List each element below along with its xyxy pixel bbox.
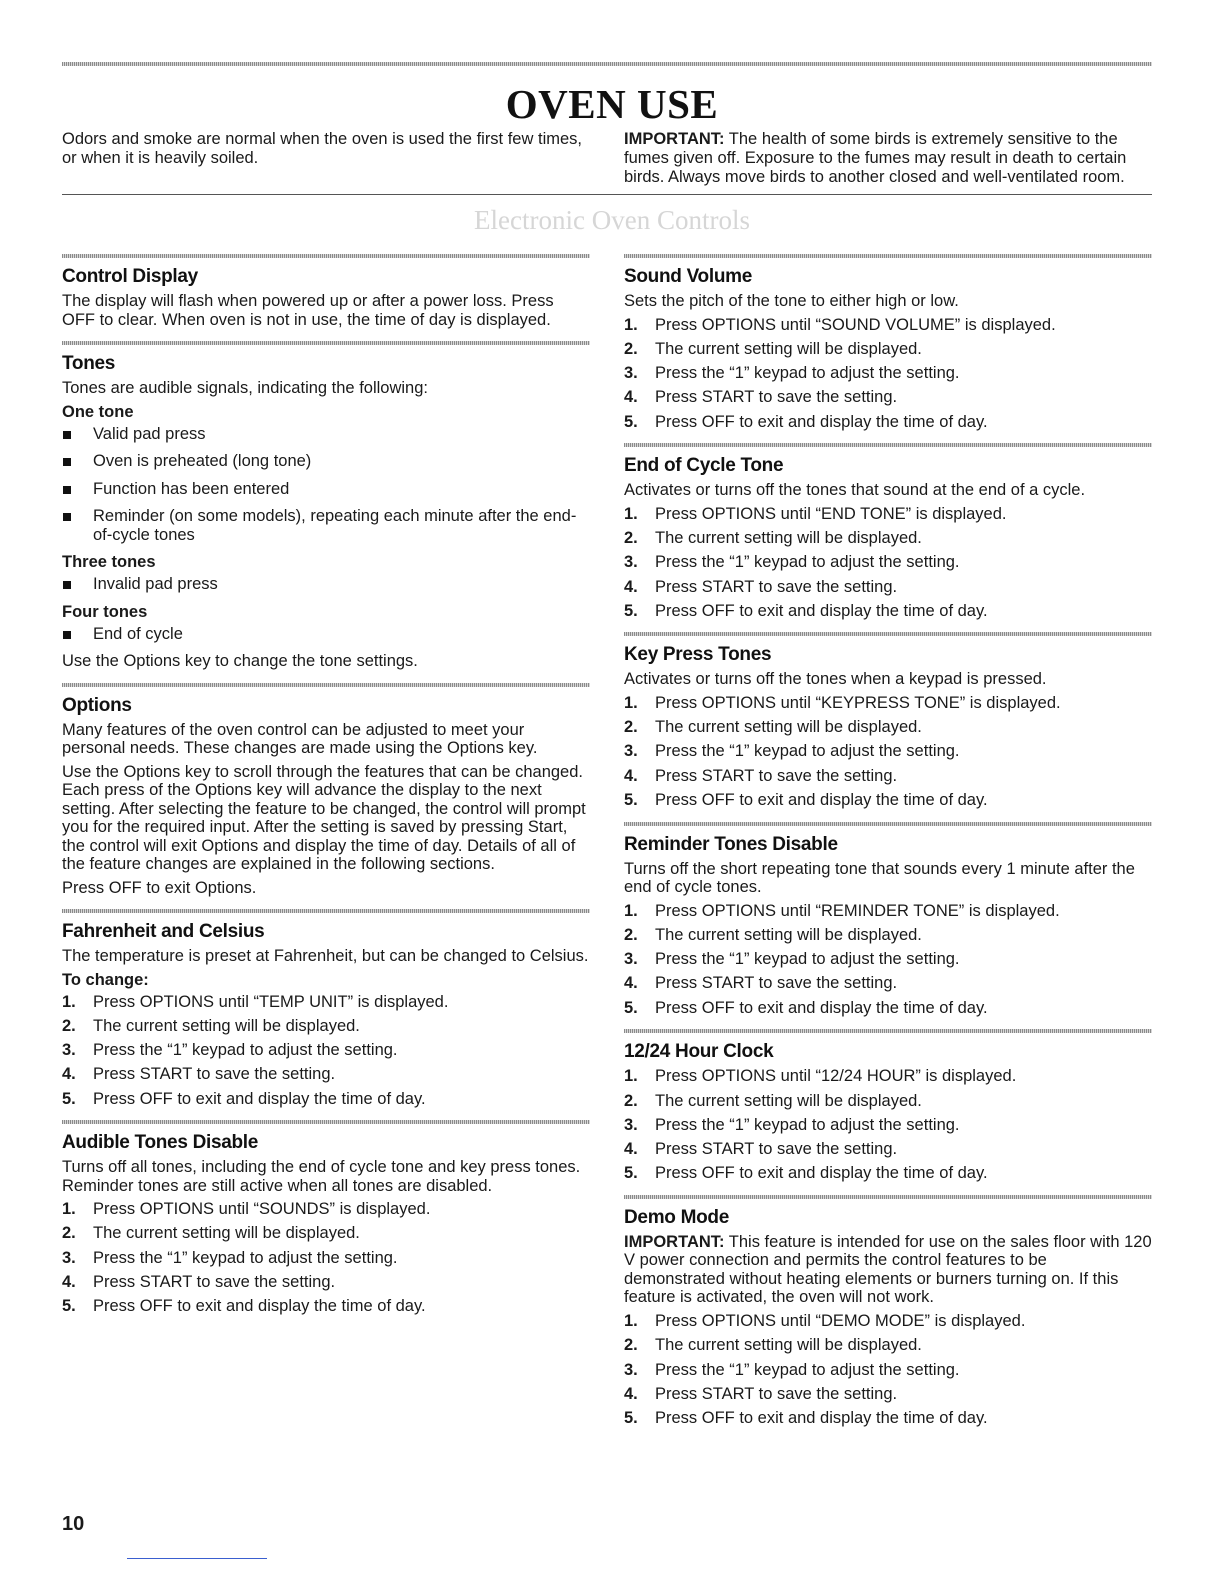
four-tones-label: Four tones <box>62 602 148 621</box>
demo-section <box>624 1195 1152 1428</box>
step-item: 1. Press OPTIONS until “SOUND VOLUME” is displayed. <box>624 315 1056 334</box>
control-display-text: The display will flash when powered up or after a power loss. Press OFF to clear. When oven is not in use, the time of day is displayed. <box>62 292 554 329</box>
fahrenheit-section <box>62 909 590 1108</box>
section-divider <box>624 822 1152 826</box>
list-item: Invalid pad press <box>62 575 590 594</box>
bullet-square-icon <box>63 458 71 466</box>
step-item: 4. Press START to save the setting. <box>62 1065 336 1084</box>
bullet-square-icon <box>63 631 71 639</box>
key-press-text: Activates or turns off the tones when a keypad is pressed. <box>624 670 1047 689</box>
reminder-heading: Reminder Tones Disable <box>624 833 838 855</box>
options-p3: Press OFF to exit Options. <box>62 878 257 897</box>
step-item: 3. Press the “1” keypad to adjust the setting. <box>62 1248 398 1267</box>
to-change-label: To change: <box>62 970 149 989</box>
demo-steps <box>624 1312 1152 1428</box>
step-item: 2. The current setting will be displayed. <box>624 1336 922 1355</box>
intro-important-text <box>624 130 1154 187</box>
fahrenheit-steps <box>62 993 590 1109</box>
demo-important-text <box>624 1233 1152 1307</box>
control-display-section <box>62 254 590 329</box>
step-item: 3. Press the “1” keypad to adjust the setting. <box>624 1360 960 1379</box>
reminder-section <box>624 822 1152 1018</box>
demo-important-body: This feature is intended for use on the sales floor with 120 V power connection and permits the control features to be demonstrated without heating elements or burners turning on. If this feature is activated, the oven will not work. <box>624 1232 1152 1307</box>
bullet-square-icon <box>63 486 71 494</box>
step-item: 4. Press START to save the setting. <box>62 1273 336 1292</box>
step-item: 2. The current setting will be displayed. <box>624 1091 922 1110</box>
section-divider <box>624 443 1152 447</box>
section-heading: Electronic Oven Controls <box>474 205 750 235</box>
sound-volume-text: Sets the pitch of the tone to either high or low. <box>624 292 959 310</box>
step-item: 5. Press OFF to exit and display the time of day. <box>624 998 988 1017</box>
step-item: 3. Press the “1” keypad to adjust the setting. <box>624 742 960 761</box>
sound-volume-heading: Sound Volume <box>624 266 752 287</box>
three-tones-list <box>62 575 590 594</box>
step-item: 1. Press OPTIONS until “SOUNDS” is displayed. <box>62 1200 431 1219</box>
left-column <box>62 254 590 1328</box>
step-item: 4. Press START to save the setting. <box>624 1384 898 1403</box>
fahrenheit-text: The temperature is preset at Fahrenheit, but can be changed to Celsius. <box>62 947 589 965</box>
end-cycle-steps <box>624 505 1152 621</box>
step-item: 3. Press the “1” keypad to adjust the setting. <box>624 553 960 572</box>
step-item: 2. The current setting will be displayed. <box>624 339 922 358</box>
step-item: 5. Press OFF to exit and display the time of day. <box>624 1409 988 1428</box>
step-item: 3. Press the “1” keypad to adjust the setting. <box>624 950 960 969</box>
three-tones-label: Three tones <box>62 553 156 571</box>
audible-text: Turns off all tones, including the end of cycle tone and key press tones. Reminder tones are still active when all tones are disabled. <box>62 1158 581 1195</box>
options-heading: Options <box>62 694 132 716</box>
step-item: 2. The current setting will be displayed. <box>624 925 922 944</box>
demo-heading: Demo Mode <box>624 1206 729 1228</box>
end-cycle-section <box>624 443 1152 620</box>
section-divider <box>624 632 1152 636</box>
footer-blue-line <box>127 1558 267 1559</box>
section-divider <box>624 1029 1152 1033</box>
step-item: 1. Press OPTIONS until “DEMO MODE” is displayed. <box>624 1311 1026 1330</box>
list-item: Valid pad press <box>62 425 590 444</box>
sound-volume-steps <box>624 316 1152 432</box>
reminder-text: Turns off the short repeating tone that sounds every 1 minute after the end of cycle tones. <box>624 859 1135 897</box>
step-item: 2. The current setting will be displayed. <box>624 528 922 547</box>
step-item: 1. Press OPTIONS until “KEYPRESS TONE” is displayed. <box>624 693 1061 712</box>
tones-heading: Tones <box>62 353 116 374</box>
step-item: 1. Press OPTIONS until “END TONE” is displayed. <box>624 504 1007 523</box>
key-press-heading: Key Press Tones <box>624 644 772 666</box>
list-item: Oven is preheated (long tone) <box>62 452 590 471</box>
four-tones-list <box>62 625 590 644</box>
list-item: Function has been entered <box>62 480 590 499</box>
clock-heading: 12/24 Hour Clock <box>624 1041 774 1063</box>
tones-section <box>62 341 590 671</box>
step-item: 4. Press START to save the setting. <box>624 577 898 596</box>
step-item: 5. Press OFF to exit and display the time of day. <box>624 1164 988 1183</box>
top-dotted-rule <box>62 62 1152 66</box>
step-item: 5. Press OFF to exit and display the time of day. <box>624 791 988 810</box>
page-title: OVEN USE <box>505 81 719 127</box>
section-divider <box>624 254 1152 258</box>
options-section <box>62 683 590 898</box>
list-item: Reminder (on some models), repeating each minute after the end-of-cycle tones <box>62 507 590 544</box>
step-item: 5. Press OFF to exit and display the time of day. <box>62 1297 426 1316</box>
step-item: 2. The current setting will be displayed. <box>62 1016 360 1035</box>
tones-footer: Use the Options key to change the tone settings. <box>62 652 418 670</box>
step-item: 2. The current setting will be displayed. <box>62 1224 360 1243</box>
important-label: IMPORTANT: <box>624 130 725 148</box>
demo-important-label: IMPORTANT: <box>624 1232 725 1251</box>
clock-section <box>624 1029 1152 1183</box>
end-cycle-text: Activates or turns off the tones that sound at the end of a cycle. <box>624 481 1086 500</box>
bullet-square-icon <box>63 513 71 521</box>
section-divider <box>62 909 590 913</box>
options-p2: Use the Options key to scroll through the features that can be changed. Each press of the Options key will advance the display to the next setting. After selecting the feature to be changed, the control will prompt you for the required input. After the setting is saved by pressing Start, the control will exit Options and display the time of day. Details of all of the feature changes are explained in the following sections. <box>62 762 586 873</box>
header-divider <box>62 194 1152 195</box>
key-press-steps <box>624 694 1152 810</box>
one-tone-label: One tone <box>62 402 134 421</box>
step-item: 2. The current setting will be displayed. <box>624 718 922 737</box>
step-item: 5. Press OFF to exit and display the time of day. <box>62 1089 426 1108</box>
step-item: 1. Press OPTIONS until “REMINDER TONE” is displayed. <box>624 901 1060 920</box>
important-body: The health of some birds is extremely sensitive to the fumes given off. Exposure to the fumes may result in death to certain birds. Always move birds to another closed and well-ventilated room. <box>624 130 1127 186</box>
section-divider <box>62 683 590 687</box>
audible-heading: Audible Tones Disable <box>62 1132 259 1154</box>
bullet-square-icon <box>63 581 71 589</box>
step-item: 4. Press START to save the setting. <box>624 1140 898 1159</box>
options-p1: Many features of the oven control can be adjusted to meet your personal needs. These changes are made using the Options key. <box>62 720 538 757</box>
step-item: 5. Press OFF to exit and display the time of day. <box>624 412 988 431</box>
clock-steps <box>624 1067 1152 1183</box>
section-divider <box>62 341 590 345</box>
bullet-square-icon <box>63 431 71 439</box>
end-cycle-heading: End of Cycle Tone <box>624 455 784 477</box>
control-display-heading: Control Display <box>62 266 198 287</box>
section-divider <box>62 254 590 258</box>
step-item: 1. Press OPTIONS until “12/24 HOUR” is displayed. <box>624 1067 1017 1086</box>
step-item: 5. Press OFF to exit and display the time of day. <box>624 601 988 620</box>
section-divider <box>624 1195 1152 1199</box>
step-item: 3. Press the “1” keypad to adjust the setting. <box>624 1115 960 1134</box>
one-tone-list <box>62 425 590 545</box>
list-item: End of cycle <box>62 625 590 644</box>
step-item: 3. Press the “1” keypad to adjust the setting. <box>624 364 960 383</box>
step-item: 3. Press the “1” keypad to adjust the setting. <box>62 1041 398 1060</box>
step-item: 4. Press START to save the setting. <box>624 974 898 993</box>
step-item: 4. Press START to save the setting. <box>624 388 898 407</box>
audible-steps <box>62 1200 590 1316</box>
step-item: 4. Press START to save the setting. <box>624 766 898 785</box>
audible-section <box>62 1120 590 1316</box>
sound-volume-section <box>624 254 1152 431</box>
reminder-steps <box>624 902 1152 1018</box>
page-number: 10 <box>62 1513 85 1535</box>
fahrenheit-heading: Fahrenheit and Celsius <box>62 921 265 942</box>
key-press-section <box>624 632 1152 809</box>
intro-odors-text: Odors and smoke are normal when the oven is used the first few times, or when it is heavily soiled. <box>62 130 582 167</box>
tones-intro: Tones are audible signals, indicating the following: <box>62 379 428 397</box>
section-divider <box>62 1120 590 1124</box>
right-column <box>624 254 1152 1440</box>
step-item: 1. Press OPTIONS until “TEMP UNIT” is displayed. <box>62 992 449 1011</box>
